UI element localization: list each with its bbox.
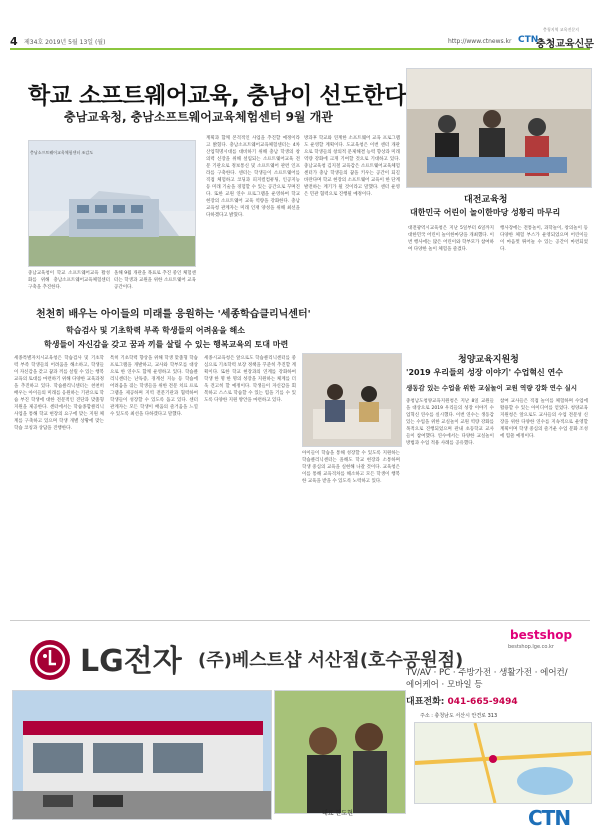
bestshop-logo: bestshop bbox=[510, 628, 573, 642]
phone-label: 대표전화: bbox=[406, 697, 445, 707]
side1-section-title: 대전교육청 bbox=[464, 195, 508, 205]
main-article-col-3: 계획과 함께 본격적인 사업을 추진할 예정이라고 밝혔다. 충남소프트웨어교육체험센터는 4차 산업혁명시대를 대비하기 위해 충남 학생의 창의력 신장을 위해 설립되는 소프트웨어교육 전문 기관으로 정보통신 및 소프트웨어 관련 인프라를 구축한다. 센터는 학생들이 소프트웨어를 직접 체험하고 코딩과 피지컬컴퓨팅, 인공지능 등 미래 기술을 경험할 수 있는 공간으로 꾸며진다. 또한 교원 연수 프로그램을 운영하여 학교 현장의 소프트웨어 교육 역량을 강화한다. 충남교육청 관계자는 미래 인재 양성을 위해 최선을 다하겠다고 밝혔다. bbox=[206, 136, 300, 218]
page-number: 4 bbox=[10, 35, 18, 48]
main-article-col-4: 방과후 학교와 연계한 소프트웨어 교육 프로그램도 운영할 계획이다. 도교육청은 이번 센터 개관으로 학생들의 창의적 문제해결 능력 향상과 미래 역량 강화에 크게 기여할 것으로 기대하고 있다. 충남교육청 김지철 교육감은 소프트웨어교육체험센터가 충남 학생들의 꿈을 키우는 공간이 되길 바란다며 학교 현장의 소프트웨어 교육이 한 단계 발전하는 계기가 될 것이라고 말했다. 센터 운영은 민관 협력으로 진행될 예정이다. bbox=[304, 136, 400, 197]
side1-text: 대전광역시교육청은 지난 5일부터 6일까지 대한민국 어린이 놀이한마당을 개최했다. 이번 행사에는 많은 어린이와 학부모가 참여하여 다양한 놀이 체험을 즐겼다. bbox=[408, 226, 494, 252]
side1-text-2: 행사장에는 전통놀이, 과학놀이, 창의놀이 등 다양한 체험 부스가 운영되었으며 어린이들이 마음껏 뛰어놀 수 있는 공간이 마련되었다. bbox=[500, 226, 588, 252]
issue-info: 제34호 2019년 5월 13일 (월) bbox=[24, 39, 106, 46]
side2-section-title: 청양교육지원청 bbox=[458, 355, 519, 365]
service-line-2: 에어케어 · 모바일 등 bbox=[406, 680, 483, 690]
learning-clinic-photo bbox=[302, 353, 402, 447]
paper-tagline: 충청지역 교육전문지 bbox=[543, 27, 580, 32]
sejong-col-1: 세종특별자치시교육청은 학습검사 및 기초학력 부족 학생들의 어려움을 해소하고, 학생들이 자신감을 갖고 꿈과 끼를 살릴 수 있는 행복교육의 토대를 마련하기 위해 다양한 교육과정을 추진하고 있다. 학습클리닉센터는 천천히 배우는 아이들의 미래를 응원하는 기관으로 학습 부진 학생에 대한 전문적인 진단과 맞춤형 지원을 제공한다. 센터에서는 학습종합클리닉 사업을 통해 학교 현장의 요구에 맞는 지원 체계를 구축하고 있으며 학생 개별 상황에 맞는 학습 코칭과 상담을 진행한다. bbox=[14, 356, 104, 431]
playground-event-photo bbox=[406, 68, 592, 188]
service-line-1: TV/AV · PC · 주방가전 · 생활가전 · 에어컨/ bbox=[406, 668, 568, 678]
main-article-col-2: 올해 9월 개관을 목표로 추진 중인 체험센터는 학생과 교원을 위한 소프트웨어 교육 공간이다. bbox=[114, 271, 196, 290]
store-name: (주)베스트샵 서산점(호수공원점) bbox=[198, 650, 464, 671]
bestshop-url[interactable]: bestshop.lge.co.kr bbox=[508, 644, 554, 650]
phone-number[interactable] bbox=[406, 694, 518, 707]
store-building-photo bbox=[12, 690, 272, 820]
sejong-col-3: 세종시교육청은 앞으로도 학습클리닉센터를 중심으로 기초학력 보장 정책을 꾸준히 추진할 계획이다. 또한 학교 현장과의 연계를 강화하여 학생 한 명 한 명의 성장을 지원하는 체계를 더욱 견고히 할 예정이다. 학생들이 자신감을 회복하고 스스로 학습할 수 있는 힘을 기를 수 있도록 다양한 지원 방안을 마련하고 있다. bbox=[204, 356, 296, 403]
main-subheadline: 충남교육청, 충남소프트웨어교육체험센터 9월 개관 bbox=[64, 110, 333, 124]
main-article-col-1: 충남교육청이 학교 소프트웨어교육 활성화를 위해 충남소프트웨어교육체험센터 구축을 추진한다. bbox=[28, 271, 110, 290]
side2-subtitle: '2019 우리들의 성장 이야기' 수업혁신 연수 bbox=[406, 368, 564, 377]
ceo-caption: 대표 한도현 bbox=[322, 810, 353, 817]
building-caption: 충남소프트웨어교육체험센터 조감도 bbox=[30, 150, 94, 155]
paper-name: 충청교육신문 bbox=[536, 39, 594, 50]
building-rendering-image bbox=[28, 140, 196, 267]
side2-text: 충청남도청양교육지원청은 지난 8일 교원들을 대상으로 2019 우리들의 성장 이야기 수업혁신 연수를 실시했다. 이번 연수는 생동감 있는 수업을 위한 교실놀이 교원 역량 강화를 목적으로 진행되었으며 관내 초등학교 교사들이 참여했다. 연수에서는 다양한 교실놀이 방법과 수업 적용 사례를 공유했다. bbox=[406, 399, 494, 446]
location-map bbox=[414, 722, 592, 804]
phone-value: 041-665-9494 bbox=[447, 697, 518, 707]
service-list bbox=[406, 667, 568, 691]
side2-deck: 생동감 있는 수업을 위한 교실놀이 교원 역량 강화 연수 실시 bbox=[406, 384, 578, 392]
main-headline: 학교 소프트웨어교육, 충남이 선도한다 bbox=[28, 83, 407, 109]
ctn-logo: CTN bbox=[518, 35, 539, 45]
ctn-footer-logo: CTN bbox=[528, 806, 571, 830]
ceo-photo bbox=[274, 690, 406, 814]
sejong-col-4: 아이들이 학습을 통해 성장할 수 있도록 지원하는 학습클리닉센터는 올해도 학교 현장과 소통하며 학생 중심의 교육을 실현해 나갈 것이다. 교육청은 이를 통해 교육격차를 해소하고 모든 학생이 행복한 교육을 받을 수 있도록 노력하고 있다. bbox=[302, 451, 400, 484]
lg-brand-text: LG전자 bbox=[80, 644, 182, 679]
sejong-deck-2: 학생들이 자신감을 갖고 꿈과 끼를 살릴 수 있는 행복교육의 토대 마련 bbox=[44, 340, 289, 349]
lg-logo-icon bbox=[30, 640, 70, 680]
sejong-headline: 천천히 배우는 아이들의 미래를 응원하는 '세종학습클리닉센터' bbox=[36, 309, 311, 320]
side1-subtitle: 대한민국 어린이 놀이한마당 성황리 마무리 bbox=[410, 208, 561, 217]
side2-text-2: 참여 교사들은 직접 놀이를 체험하며 수업에 활용할 수 있는 아이디어를 얻었다. 청양교육지원청은 앞으로도 교사들의 수업 전문성 신장을 위한 다양한 연수를 지속적으로 운영할 계획이며 학생 중심의 즐거운 수업 문화 조성에 힘쓸 예정이다. bbox=[500, 399, 588, 439]
sejong-deck-1: 학습검사 및 기초학력 부족 학생들의 어려움을 해소 bbox=[66, 326, 245, 335]
store-address: 주소 : 충청남도 서산시 안견로 313 bbox=[420, 713, 498, 719]
website-link[interactable]: http://www.ctnews.kr bbox=[448, 38, 512, 45]
sejong-col-2: 특히 기초학력 향상을 위해 학생 맞춤형 학습 프로그램을 개발하고, 교사와 학부모를 대상으로 한 연수도 함께 운영하고 있다. 학습클리닉센터는 난독증, 경계선 지능 등 학습에 어려움을 겪는 학생들을 위한 전문 치료 프로그램을 제공하며 지역 전문기관과 협력하여 학생들이 성장할 수 있도록 돕고 있다. 센터 관계자는 모든 학생이 배움의 즐거움을 느낄 수 있도록 최선을 다하겠다고 말했다. bbox=[110, 356, 198, 417]
